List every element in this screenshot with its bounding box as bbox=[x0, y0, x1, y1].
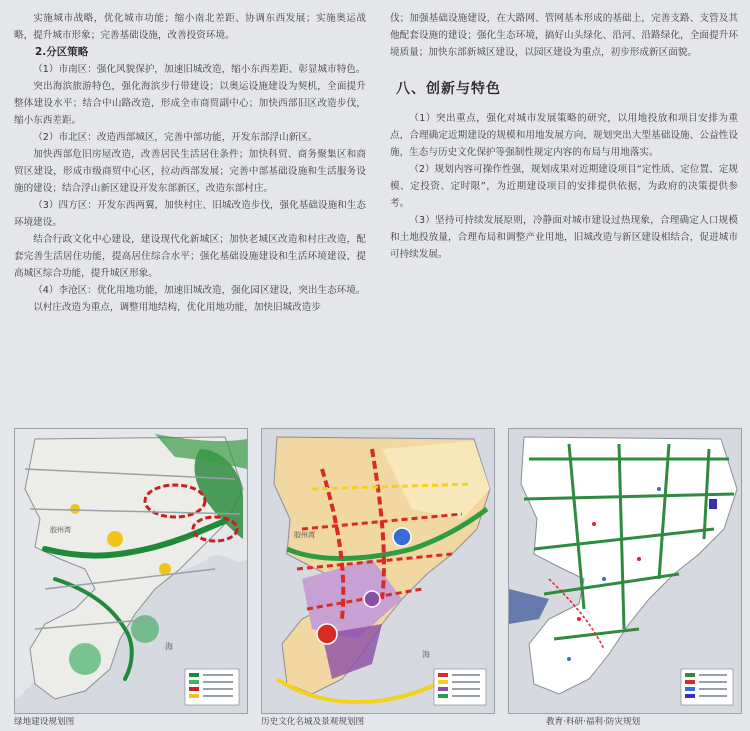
paragraph-strategy: 实施城市战略，优化城市功能；缩小南北差距、协调东西发展；实施奥运战略，提升城市形象；完善基础设施，改善投资环境。 bbox=[14, 13, 366, 41]
education-welfare-map-graphic bbox=[509, 429, 741, 713]
map-education-welfare bbox=[508, 428, 742, 714]
faint-background-heading bbox=[222, 378, 482, 418]
caption-education-welfare-map: 教育·科研·福利·防灾规划 bbox=[546, 717, 641, 727]
paragraph-sifang-detail: 结合行政文化中心建设，建设现代化新城区；加快老城区改造和村庄改造，配套完善生活居住功能，提高居住综合水平；强化基础设施建设和生活环境建设，提高城区综合功能，提升城区形象。 bbox=[14, 234, 366, 279]
paragraph-licang-continued: 伐；加强基础设施建设，在大路网、管网基本形成的基础上，完善支路、支管及其他配套设施的建设；强化生态环境，搞好山头绿化、沿河、沿路绿化，全面提升环境质量；加快东部新城区建设，以园区建设为重点，初步形成新区面貌。 bbox=[390, 13, 738, 58]
map-historic-landscape bbox=[261, 428, 495, 714]
heading-zone-strategy: 2.分区策略 bbox=[35, 46, 89, 58]
paragraph-sifang-summary: （3）四方区：开发东西两翼，加快村庄、旧城改造步伐，强化基础设施和生态环境建设。 bbox=[14, 200, 366, 228]
caption-historic-landscape-map: 历史文化名城及景观规划图 bbox=[261, 717, 365, 727]
right-text-column bbox=[390, 10, 738, 263]
map-green-space bbox=[14, 428, 248, 714]
historic-landscape-map-graphic bbox=[262, 429, 494, 713]
section-heading-innovation: 八、创新与特色 bbox=[396, 81, 501, 97]
paragraph-shibei-summary: （2）市北区：改造西部城区，完善中部功能，开发东部浮山新区。 bbox=[33, 132, 318, 143]
sea-label-map1: 海 bbox=[165, 642, 173, 651]
paragraph-innovation-1: （1）突出重点，强化对城市发展策略的研究，以用地投放和项目安排为重点，合理确定近期建设的规模和用地发展方向，规划突出大型基础设施、公益性设施，生态与历史文化保护等强制性规定内容的布局与用地落实。 bbox=[390, 113, 738, 158]
paragraph-shibei-detail: 加快西部危旧房屋改造，改善居民生活居住条件；加快科贸、商务聚集区和商贸区建设，形成市级商贸中心区，拉动西部发展；完善中部基础设施和生活服务设施的建设；结合浮山新区建设开发东部新区，改造东部村庄。 bbox=[14, 149, 366, 194]
bay-label-map2: 胶州湾 bbox=[294, 531, 315, 539]
green-space-map-graphic bbox=[15, 429, 247, 713]
caption-green-space-map: 绿地建设规划图 bbox=[14, 717, 75, 727]
maps-row bbox=[0, 428, 750, 728]
sea-label-map2: 海 bbox=[422, 650, 430, 659]
bay-label-map1: 胶州湾 bbox=[50, 526, 71, 534]
paragraph-shinan-detail: 突出海滨旅游特色，强化海滨步行带建设；以奥运设施建设为契机，全面提升整体建设水平；结合中山路改造，形成全市商贸副中心；加快西部旧区改造步伐，缩小东西差距。 bbox=[14, 81, 366, 126]
paragraph-licang-detail: 以村庄改造为重点，调整用地结构，优化用地功能，加快旧城改造步 bbox=[33, 302, 321, 313]
left-text-column bbox=[14, 10, 366, 316]
paragraph-licang-summary: （4）李沧区：优化用地功能，加速旧城改造，强化园区建设，突出生态环境。 bbox=[33, 285, 366, 296]
paragraph-shinan-summary: （1）市南区：强化风貌保护，加速旧城改造，缩小东西差距、彰显城市特色。 bbox=[33, 64, 366, 75]
paragraph-innovation-3: （3）坚持可持续发展原则，冷静面对城市建设过热现象，合理确定人口规模和土地投放量，合理布局和调整产业用地，旧城改造与新区建设相结合，促进城市可持续发展。 bbox=[390, 215, 738, 260]
paragraph-innovation-2: （2）规划内容可操作性强，规划成果对近期建设项目“定性质、定位置、定规模、定投资、定时限”，为近期建设项目的安排提供依据，为政府的决策提供参考。 bbox=[390, 164, 738, 209]
